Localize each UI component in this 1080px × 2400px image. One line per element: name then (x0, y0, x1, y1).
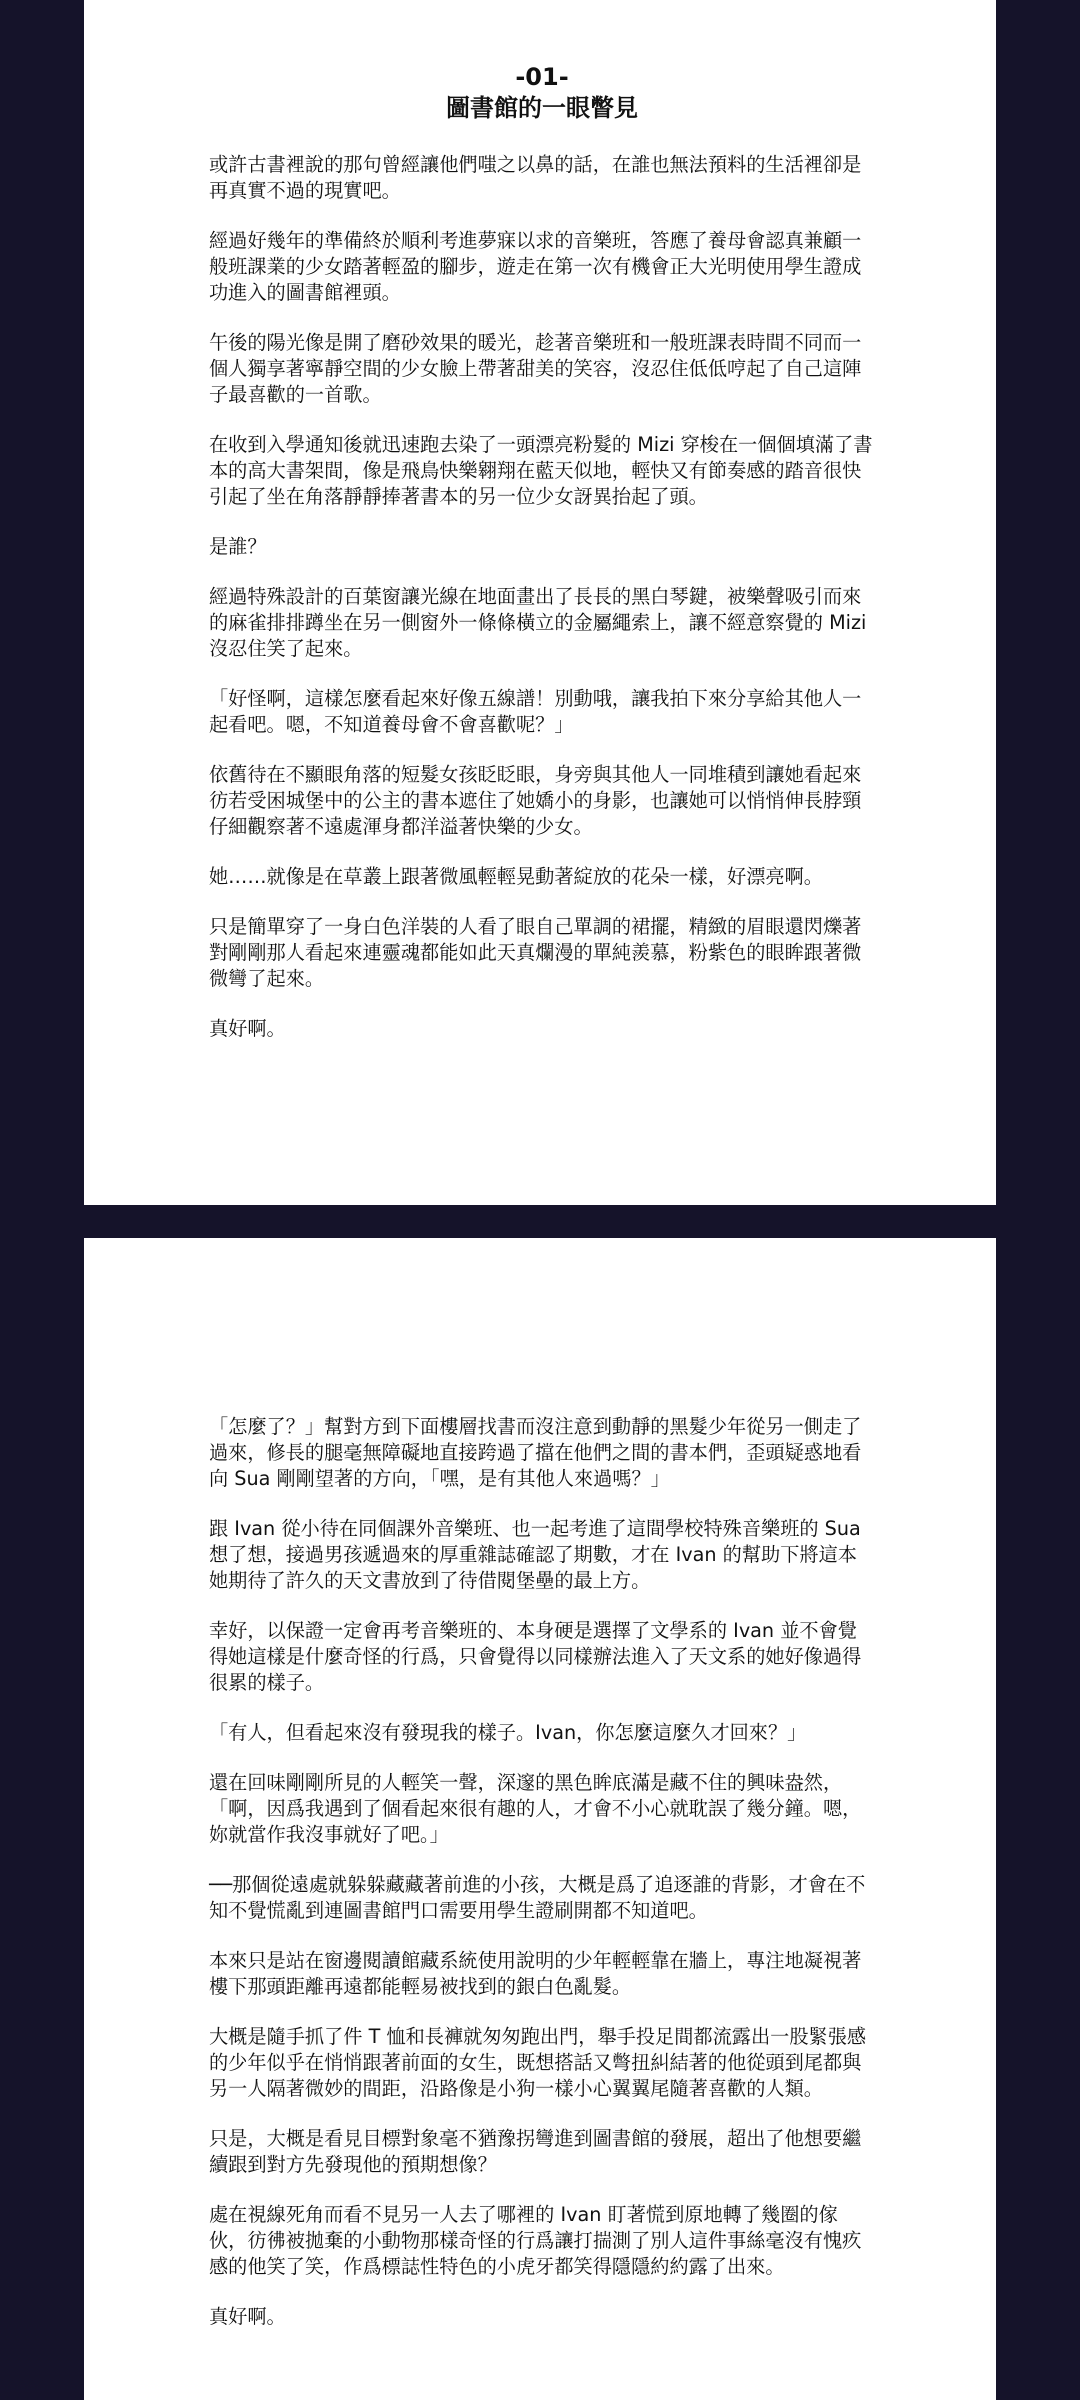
paragraph: 經過特殊設計的百葉窗讓光線在地面畫出了長長的黑白琴鍵，被樂聲吸引而來的麻雀排排蹲坐在另一側窗外一條條橫立的金屬繩索上，讓不經意察覺的 Mizi 沒忍住笑了起來。 (209, 585, 867, 660)
paragraph: 午後的陽光像是開了磨砂效果的暖光，趁著音樂班和一般班課表時間不同而一個人獨享著寧靜空間的少女臉上帶著甜美的笑容，沒忍住低低哼起了自己這陣子最喜歡的一首歌。 (209, 331, 862, 406)
paragraph: 或許古書裡說的那句曾經讓他們嗤之以鼻的話，在誰也無法預料的生活裡卻是再真實不過的現實吧。 (209, 153, 862, 202)
paragraph: 大概是隨手抓了件 T 恤和長褲就匆匆跑出門，舉手投足間都流露出一股緊張感的少年似乎在悄悄跟著前面的女生，既想搭話又彆扭糾結著的他從頭到尾都與另一人隔著微妙的間距，沿路像是小狗一樣小心翼翼尾隨著喜歡的人類。 (209, 2025, 867, 2100)
paragraph: 真好啊。 (209, 1017, 286, 1040)
paragraph: 經過好幾年的準備終於順利考進夢寐以求的音樂班，答應了養母會認真兼顧一般班課業的少女踏著輕盈的腳步，遊走在第一次有機會正大光明使用學生證成功進入的圖書館裡頭。 (209, 229, 862, 304)
paragraph: ──那個從遠處就躲躲藏藏著前進的小孩，大概是爲了追逐誰的背影，才會在不知不覺慌亂到連圖書館門口需要用學生證刷開都不知道吧。 (209, 1873, 866, 1922)
paragraph: 幸好，以保證一定會再考音樂班的、本身硬是選擇了文學系的 Ivan 並不會覺得她這樣是什麼奇怪的行爲，只會覺得以同樣辦法進入了天文系的她好像過得很累的樣子。 (209, 1619, 862, 1694)
document-page-2 (84, 1238, 996, 2400)
page-1-content (209, 62, 875, 1042)
paragraph: 依舊待在不顯眼角落的短髮女孩眨眨眼，身旁與其他人一同堆積到讓她看起來彷若受困城堡中的公主的書本遮住了她嬌小的身影，也讓她可以悄悄伸長脖頸仔細觀察著不遠處渾身都洋溢著快樂的少女。 (209, 763, 862, 838)
paragraph: 處在視線死角而看不見另一人去了哪裡的 Ivan 盯著慌到原地轉了幾圈的傢伙，彷彿被拋棄的小動物那樣奇怪的行爲讓打揣測了別人這件事絲毫沒有愧疚感的他笑了笑，作爲標誌性特色的小虎牙都笑得隱隱約約露了出來。 (209, 2203, 862, 2278)
paragraph: 只是簡單穿了一身白色洋裝的人看了眼自己單調的裙擺，精緻的眉眼還閃爍著對剛剛那人看起來連靈魂都能如此天真爛漫的單純羨慕，粉紫色的眼眸跟著微微彎了起來。 (209, 915, 862, 990)
paragraph: 本來只是站在窗邊閱讀館藏系統使用說明的少年輕輕靠在牆上，專注地凝視著樓下那頭距離再遠都能輕易被找到的銀白色亂髮。 (209, 1949, 862, 1998)
paragraph: 還在回味剛剛所見的人輕笑一聲，深邃的黑色眸底滿是藏不住的興味盎然，「啊，因爲我遇到了個看起來很有趣的人，才會不小心就耽誤了幾分鐘。嗯，妳就當作我沒事就好了吧。」 (209, 1771, 862, 1846)
page-2-content (209, 1414, 875, 2330)
paragraph: 「好怪啊，這樣怎麼看起來好像五線譜！別動哦，讓我拍下來分享給其他人一起看吧。嗯，不知道養母會不會喜歡呢？」 (209, 687, 862, 736)
paragraph: 「有人，但看起來沒有發現我的樣子。Ivan，你怎麼這麼久才回來？」 (209, 1721, 807, 1744)
paragraph: 她……就像是在草叢上跟著微風輕輕晃動著綻放的花朵一樣，好漂亮啊。 (209, 865, 823, 888)
chapter-number: -01- (515, 63, 569, 91)
document-page-1 (84, 0, 996, 1205)
paragraph: 真好啊。 (209, 2305, 286, 2328)
paragraph: 在收到入學通知後就迅速跑去染了一頭漂亮粉髮的 Mizi 穿梭在一個個填滿了書本的高大書架間，像是飛鳥快樂翱翔在藍天似地，輕快又有節奏感的踏音很快引起了坐在角落靜靜捧著書本的另一位少女訝異抬起了頭。 (209, 433, 873, 508)
paragraph: 是誰？ (209, 535, 267, 558)
paragraph: 跟 Ivan 從小待在同個課外音樂班、也一起考進了這間學校特殊音樂班的 Sua 想了想，接過男孩遞過來的厚重雜誌確認了期數，才在 Ivan 的幫助下將這本她期待了許久的天文書放到了待借閱堡壘的最上方。 (209, 1517, 861, 1592)
paragraph: 「怎麼了？」幫對方到下面樓層找書而沒注意到動靜的黑髮少年從另一側走了過來，修長的腿毫無障礙地直接跨過了擋在他們之間的書本們，歪頭疑惑地看向 Sua 剛剛望著的方向，「嘿，是有其他人來過嗎？」 (209, 1415, 862, 1490)
paragraph: 只是，大概是看見目標對象毫不猶豫拐彎進到圖書館的發展，超出了他想要繼續跟到對方先發現他的預期想像？ (209, 2127, 862, 2176)
chapter-title: 圖書館的一眼瞥見 (446, 94, 638, 122)
